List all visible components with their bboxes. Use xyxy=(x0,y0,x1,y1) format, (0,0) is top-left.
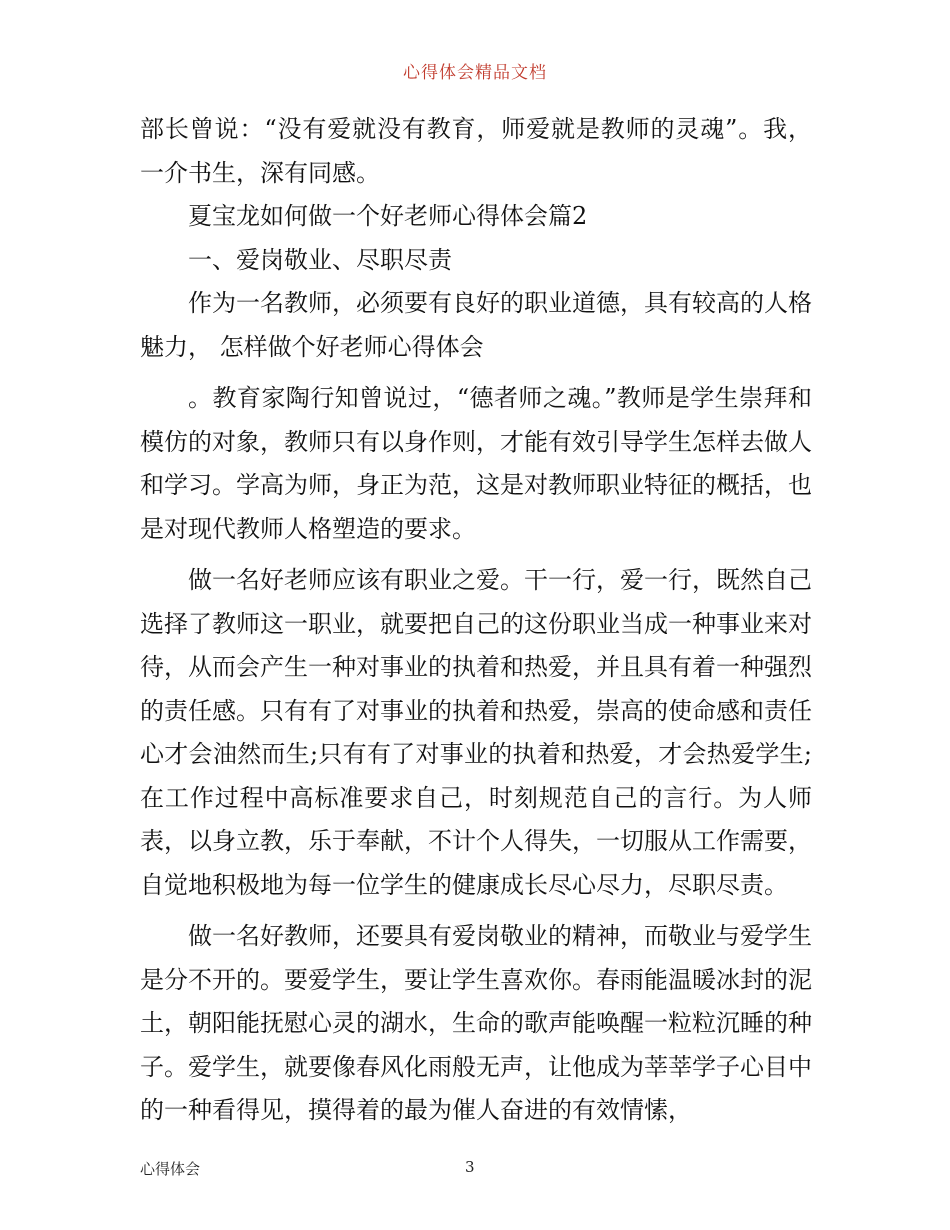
section-heading-1: 一、爱岗敬业、尽职尽责 xyxy=(188,245,452,274)
paragraph-4: 做一名好老师应该有职业之爱。干一行，爱一行，既然自己选择了教师这一职业，就要把自己的这份职业当成一种事业来对待，从而会产生一种对事业的执着和热爱，并且具有着一种强烈的责任感。只有有了对事业的执着和热爱，崇高的使命感和责任心才会油然而生;只有有了对事业的执着和热爱，才会热爱学生;在工作过程中高标准要求自己，时刻规范自己的言行。为人师表，以身立教，乐于奉献，不计个人得失，一切服从工作需要，自觉地积极地为每一位学生的健康成长尽心尽力，尽职尽责。 xyxy=(140,566,812,899)
page-header-title: 心得体会精品文档 xyxy=(403,63,547,83)
paragraph-2: 作为一名教师，必须要有良好的职业道德，具有较高的人格魅力， 怎样做个好老师心得体会 xyxy=(140,289,812,361)
footer-label: 心得体会 xyxy=(140,1160,201,1178)
page-number: 3 xyxy=(465,1158,475,1176)
paragraph-1: 部长曾说：“没有爱就没有教育，师爱就是教师的灵魂”。我，一介书生，深有同感。 xyxy=(140,115,812,187)
document-body xyxy=(140,108,812,1133)
paragraph-5: 做一名好教师，还要具有爱岗敬业的精神，而敬业与爱学生是分不开的。要爱学生，要让学生喜欢你。春雨能温暖冰封的泥土，朝阳能抚慰心灵的湖水，生命的歌声能唤醒一粒粒沉睡的种子。爱学生，就要像春风化雨般无声，让他成为莘莘学子心目中的一种看得见，摸得着的最为催人奋进的有效情愫， xyxy=(140,922,812,1124)
section-heading-article: 夏宝龙如何做一个好老师心得体会篇2 xyxy=(188,202,588,230)
paragraph-3: 。教育家陶行知曾说过，“德者师之魂。”教师是学生崇拜和模仿的对象，教师只有以身作则，才能有效引导学生怎样去做人和学习。学高为师，身正为范，这是对教师职业特征的概括，也是对现代教师人格塑造的要求。 xyxy=(140,384,812,543)
